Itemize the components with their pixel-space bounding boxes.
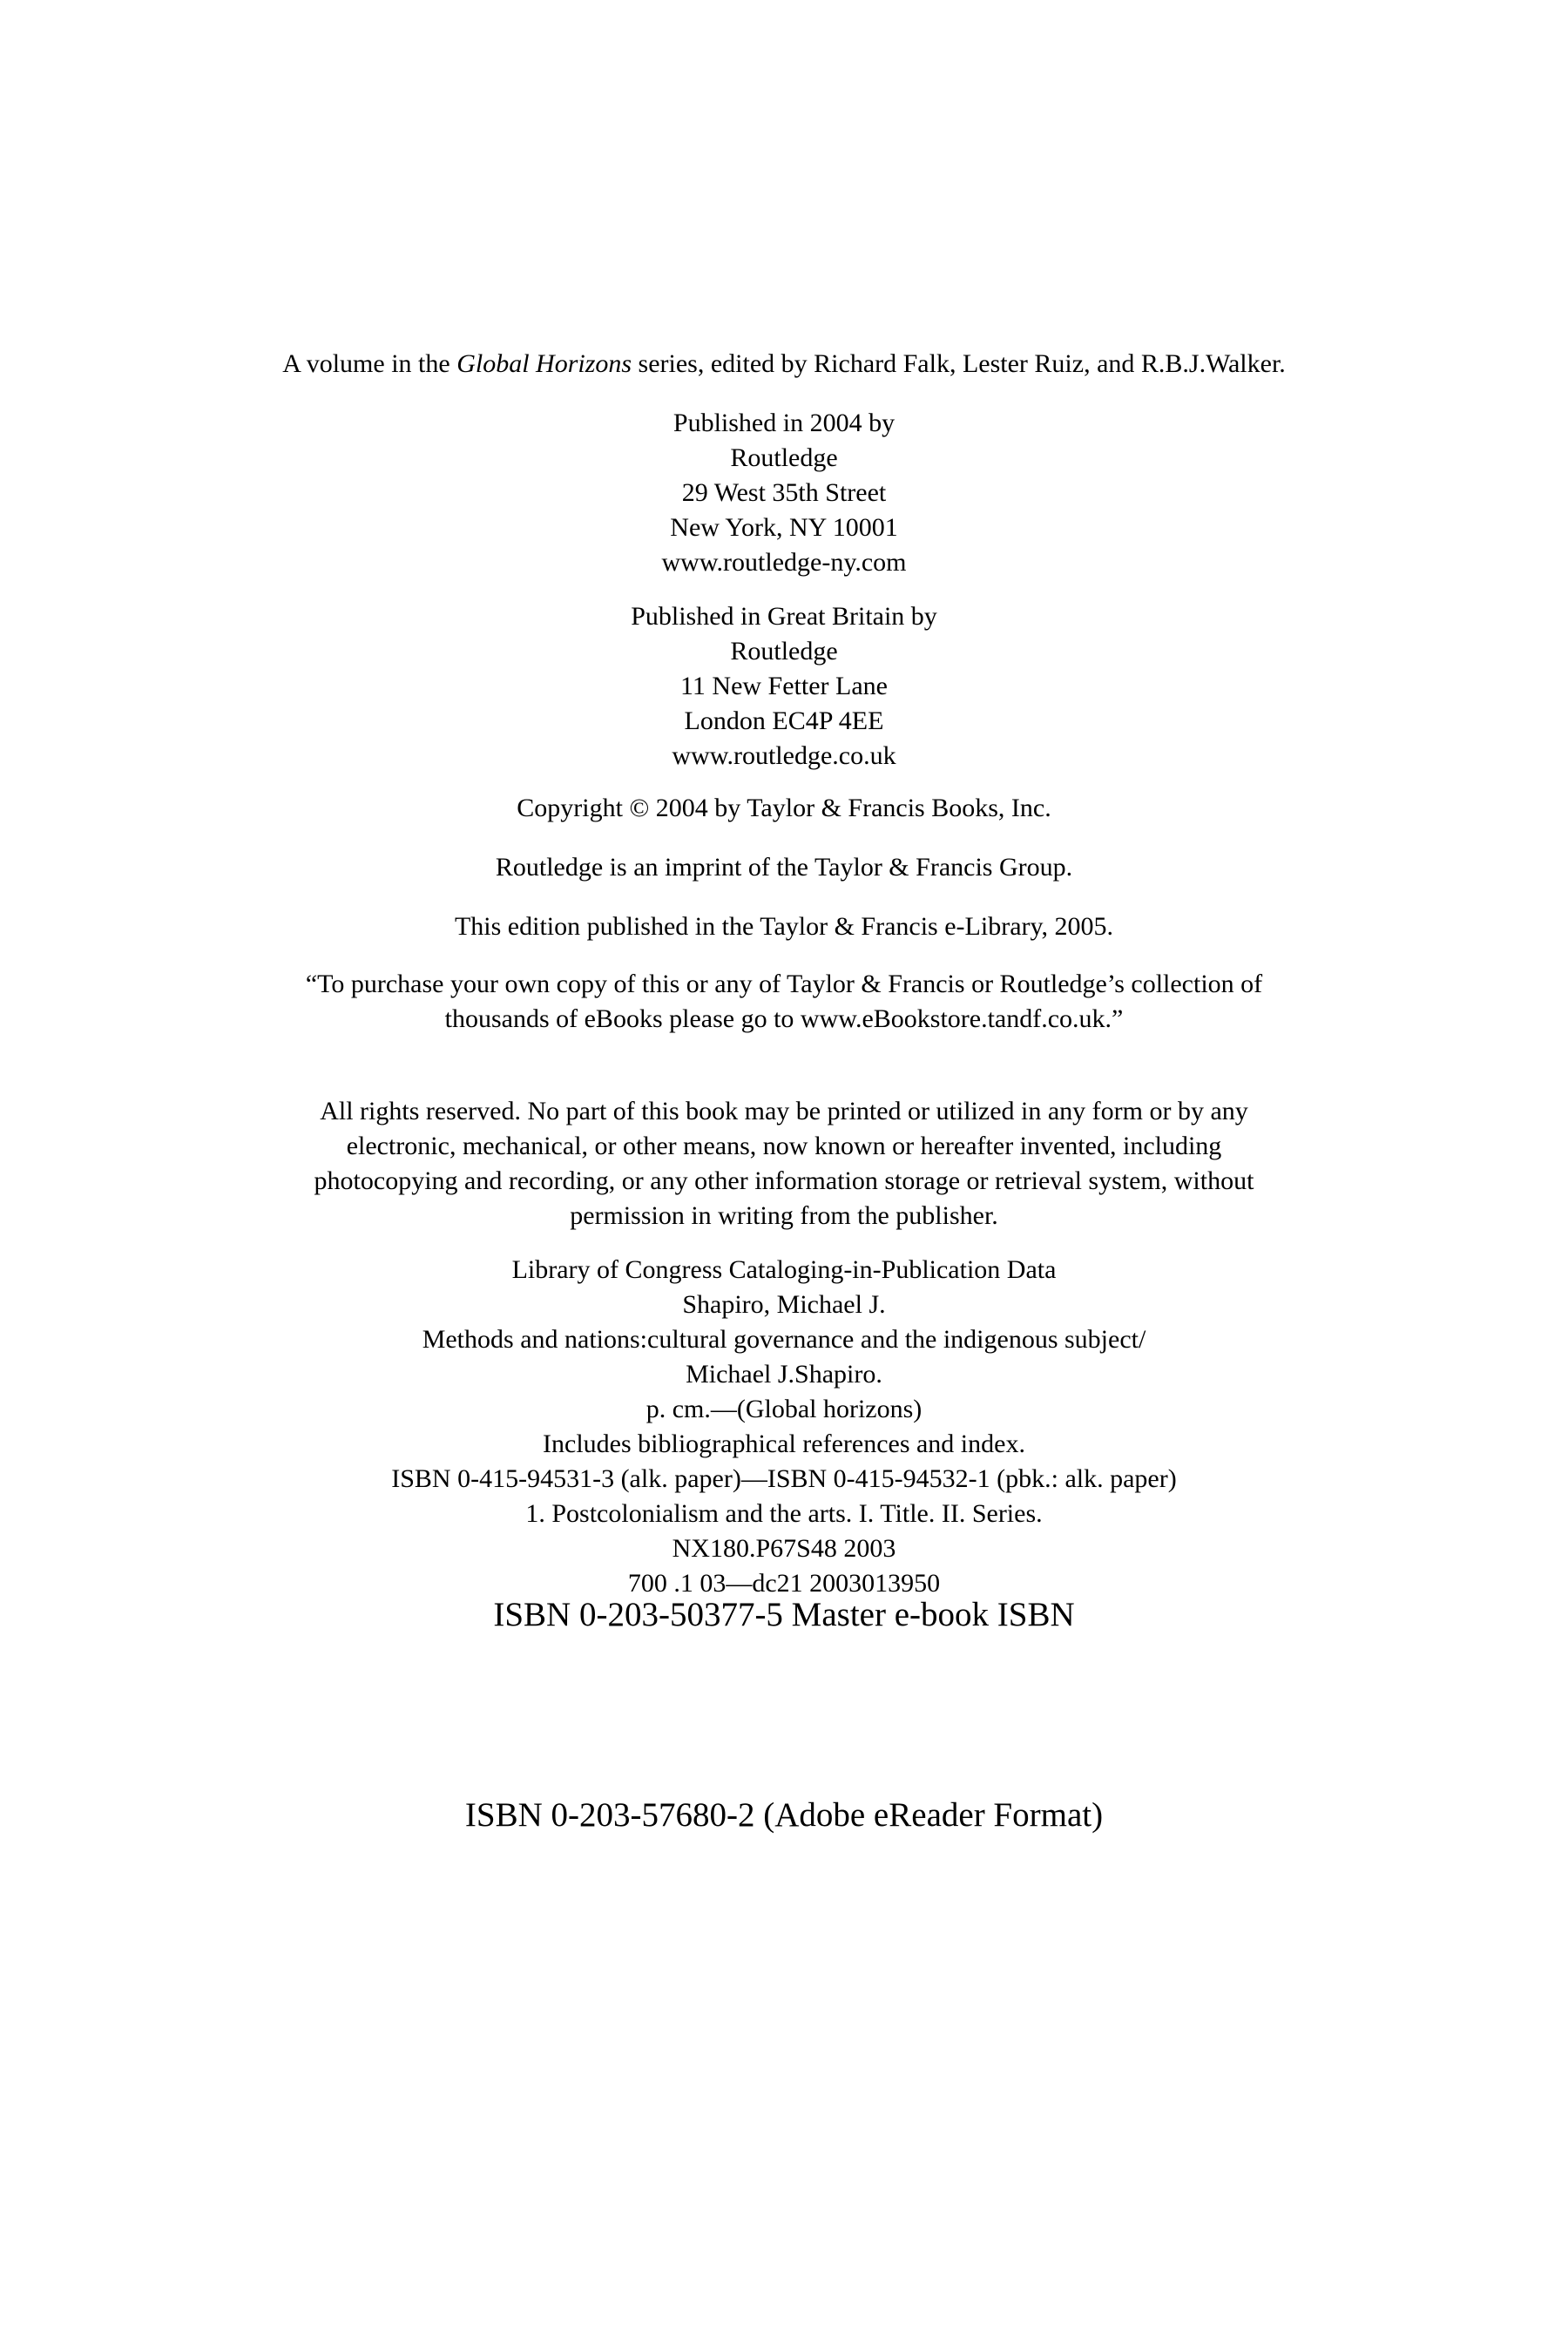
purchase-line: thousands of eBooks please go to www.eBookstore.tandf.co.uk.” — [444, 1004, 1124, 1033]
copyright-notice — [0, 791, 1568, 826]
cataloging-in-publication-data — [0, 1253, 1568, 1601]
cip-classification: 700 .1 03—dc21 2003013950 — [627, 1569, 941, 1598]
publisher-us-address — [0, 406, 1568, 580]
publisher-uk-line: 11 New Fetter Lane — [680, 672, 888, 700]
series-name: Global Horizons — [456, 349, 632, 378]
publisher-uk-url: www.routledge.co.uk — [672, 741, 896, 770]
cip-author-statement: Michael J.Shapiro. — [686, 1360, 882, 1389]
cip-heading: Library of Congress Cataloging-in-Publication Data — [511, 1255, 1057, 1284]
publisher-uk-address — [0, 599, 1568, 774]
edition-line: This edition published in the Taylor & Francis e-Library, 2005. — [454, 912, 1114, 941]
purchase-notice — [0, 967, 1568, 1037]
cip-call-number: NX180.P67S48 2003 — [672, 1534, 896, 1563]
isbn-adobe-ereader — [0, 1794, 1568, 1836]
publisher-uk-line: London EC4P 4EE — [684, 706, 884, 735]
rights-line: permission in writing from the publisher. — [570, 1201, 998, 1230]
publisher-uk-line: Published in Great Britain by — [631, 602, 937, 631]
copyright-line: Copyright © 2004 by Taylor & Francis Books, Inc. — [517, 794, 1051, 822]
edition-notice — [0, 909, 1568, 944]
series-suffix: series, edited by Richard Falk, Lester Ruiz, and R.B.J.Walker. — [632, 349, 1286, 378]
imprint-line: Routledge is an imprint of the Taylor & Francis Group. — [495, 853, 1073, 882]
publisher-us-line: 29 West 35th Street — [681, 478, 887, 507]
cip-note: Includes bibliographical references and index. — [543, 1429, 1025, 1458]
isbn-adobe-line: ISBN 0-203-57680-2 (Adobe eReader Format) — [464, 1796, 1104, 1834]
series-prefix: A volume in the — [282, 349, 457, 378]
rights-notice — [0, 1094, 1568, 1233]
isbn-master-line: ISBN 0-203-50377-5 Master e-book ISBN — [493, 1596, 1075, 1633]
rights-line: photocopying and recording, or any other information storage or retrieval system, without — [314, 1166, 1254, 1195]
cip-title: Methods and nations:cultural governance and the indigenous subject/ — [422, 1325, 1146, 1354]
publisher-us-line: Routledge — [730, 443, 838, 472]
cip-subjects: 1. Postcolonialism and the arts. I. Title. II. Series. — [525, 1499, 1043, 1528]
cip-series: p. cm.—(Global horizons) — [645, 1395, 923, 1423]
series-statement-line — [0, 347, 1568, 382]
purchase-line: “To purchase your own copy of this or any of Taylor & Francis or Routledge’s collection of — [305, 970, 1263, 998]
rights-line: electronic, mechanical, or other means, now known or hereafter invented, including — [346, 1132, 1222, 1160]
cip-author: Shapiro, Michael J. — [682, 1290, 886, 1319]
series-statement — [0, 347, 1568, 382]
cip-isbn: ISBN 0-415-94531-3 (alk. paper)—ISBN 0-415-94532-1 (pbk.: alk. paper) — [391, 1464, 1177, 1493]
publisher-us-line: Published in 2004 by — [672, 409, 896, 437]
publisher-us-line: New York, NY 10001 — [670, 513, 898, 542]
isbn-master-ebook — [0, 1594, 1568, 1636]
imprint-notice — [0, 850, 1568, 885]
rights-line: All rights reserved. No part of this book may be printed or utilized in any form or by any — [320, 1097, 1248, 1125]
publisher-us-url: www.routledge-ny.com — [661, 548, 907, 577]
publisher-uk-line: Routledge — [730, 637, 838, 666]
